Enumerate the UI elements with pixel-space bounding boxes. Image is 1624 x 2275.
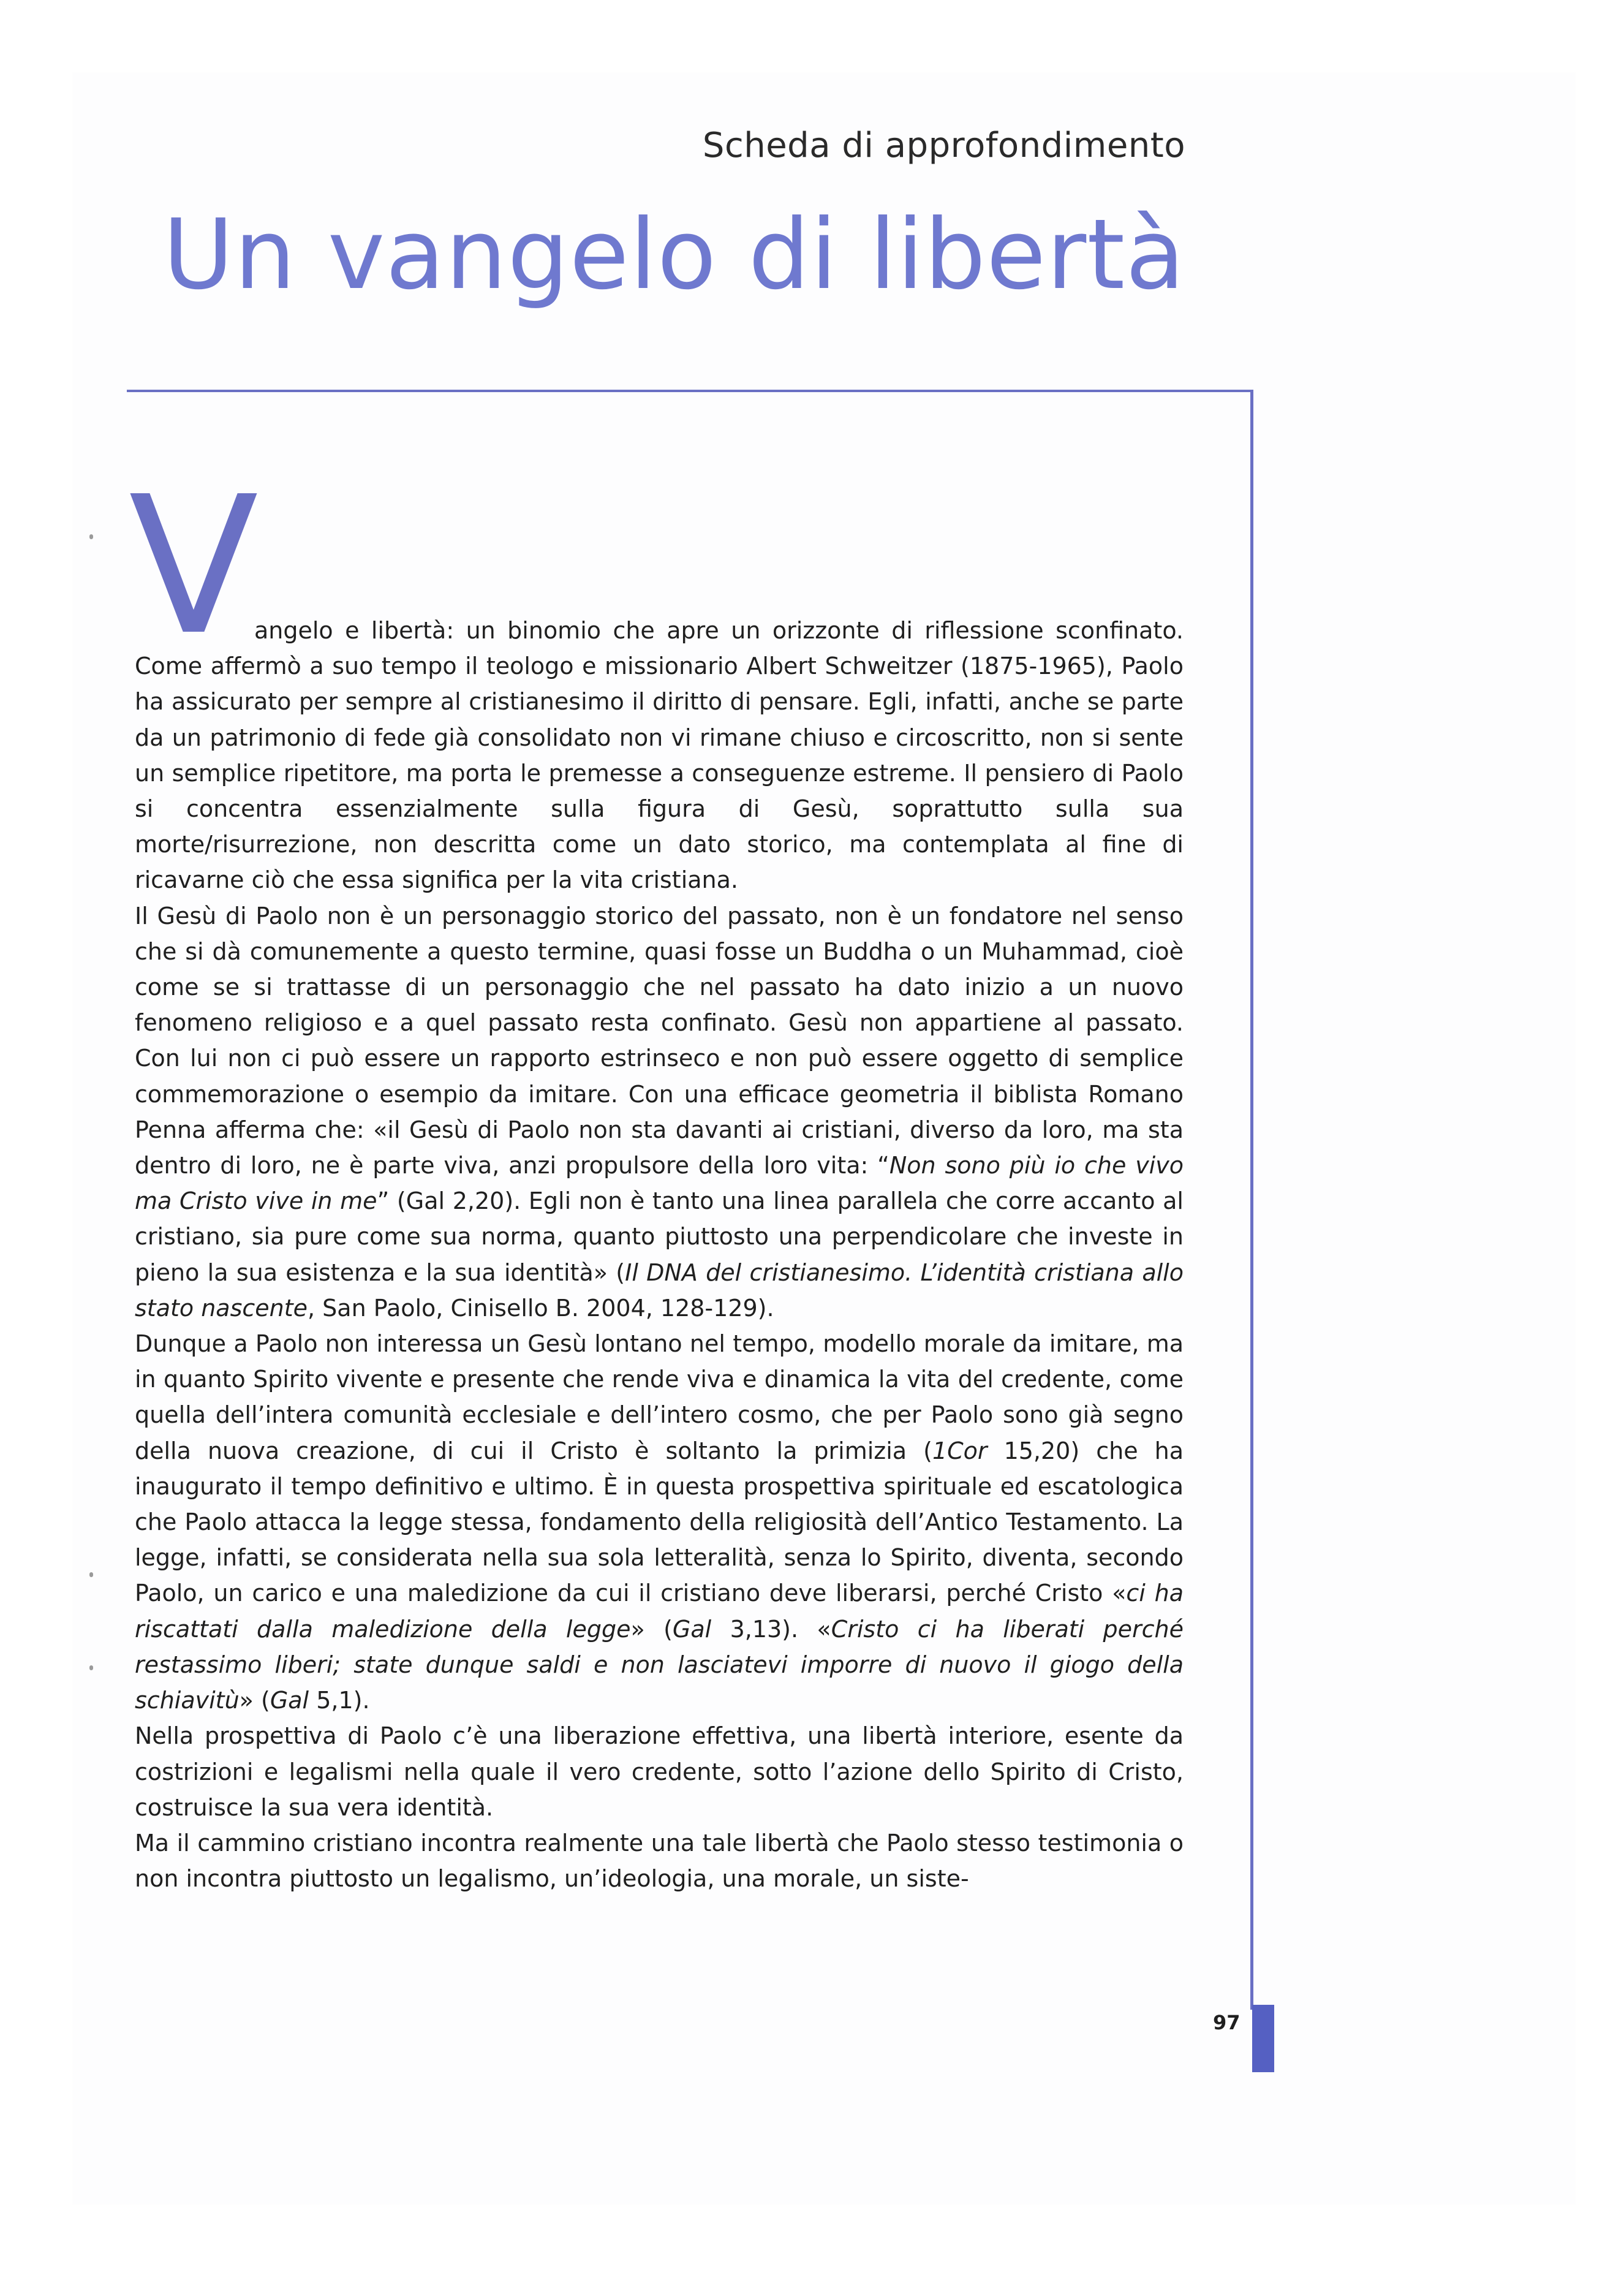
text-run: 3,13). « [711, 1615, 831, 1643]
text-run: angelo e libertà: un binomio che apre un orizzonte di riflessione sconfinato. Come affermò a suo tempo il teologo e missionario Albert Schweitzer (1875-1965), Paolo ha assicurato per sempre al cristianesimo il diritto di pensare. Egli, infatti, anche se parte da un patrimonio di fede già consolidato non vi rimane chiuso e circoscritto, non si sente un semplice ripetitore, ma porta le premesse a conseguenze estreme. Il pensiero di Paolo si concentra essenzialmente sulla figura di Gesù, soprattutto sulla sua morte/risurrezione, non descritta come un dato storico, ma contemplata al fine di ricavarne ciò che essa significa per la vita cristiana. [135, 617, 1184, 894]
text-run: 5,1). [309, 1687, 370, 1714]
text-run: ” (Gal 2,20). Egli non è tanto una linea parallela che corre accanto al cristiano, sia pure come sua norma, quanto piuttosto una perpendicolare che investe in pieno la sua esistenza e la sua identità» ( [135, 1187, 1184, 1286]
text-run: Nella prospettiva di Paolo c’è una liberazione effettiva, una libertà interiore, esente da costrizioni e legalismi nella quale il vero credente, sotto l’azione dello Spirito di Cristo, costruisce la sua vera identità. [135, 1722, 1184, 1821]
margin-dot [89, 1665, 93, 1670]
top-rule [127, 390, 1252, 392]
italic-run: Gal [270, 1687, 309, 1714]
article-paragraph [135, 1825, 1184, 1896]
text-run: » ( [239, 1687, 270, 1714]
article-paragraph [135, 898, 1184, 1326]
page-title: Un vangelo di libertà [162, 199, 1185, 311]
text-run: Dunque a Paolo non interessa un Gesù lontano nel tempo, modello morale da imitare, ma in quanto Spirito vivente e presente che rende viva e dinamica la vita del credente, come quella dell’intera comunità ecclesiale e dell’intero cosmo, che per Paolo sono già segno della nuova creazione, di cui il Cristo è soltanto la primizia ( [135, 1330, 1184, 1464]
text-run: 15,20) che ha inaugurato il tempo definitivo e ultimo. È in questa prospettiva spirituale ed escatologica che Paolo attacca la legge stessa, fondamento della religiosità dell’Antico Testamento. La legge, infatti, se considerata nella sua sola letteralità, senza lo Spirito, diventa, secondo Paolo, un carico e una maledizione da cui il cristiano deve liberarsi, perché Cristo « [135, 1437, 1184, 1607]
article-body [135, 613, 1184, 1896]
article-paragraph [135, 1718, 1184, 1825]
margin-dot [89, 1572, 93, 1577]
drop-cap: V [129, 456, 259, 677]
italic-run: ci ha riscattati dalla maledizione della legge [135, 1580, 1184, 1643]
italic-run: Non sono più io che vivo ma Cristo vive in me [135, 1152, 1184, 1215]
section-label: Scheda di approfondimento [702, 126, 1185, 165]
italic-run: 1Cor [932, 1437, 988, 1464]
italic-run: Cristo ci ha liberati perché restassimo liberi; state dunque saldi e non lasciatevi imporre di nuovo il giogo della schiavitù [135, 1615, 1184, 1714]
article-paragraph [135, 1326, 1184, 1718]
page-number: 97 [1213, 2011, 1241, 2034]
side-rule [1250, 390, 1253, 2010]
text-run: , San Paolo, Cinisello B. 2004, 128-129). [308, 1294, 774, 1322]
italic-run: Il DNA del cristianesimo. L’identità cristiana allo stato nascente [135, 1259, 1184, 1322]
page-tab-marker [1252, 2005, 1274, 2072]
margin-dot [89, 534, 93, 539]
article-paragraph [135, 613, 1184, 898]
text-run: » ( [630, 1615, 673, 1643]
text-run: Il Gesù di Paolo non è un personaggio storico del passato, non è un fondatore nel senso che si dà comunemente a questo termine, quasi fosse un Buddha o un Muhammad, cioè come se si trattasse di un personaggio che nel passato ha dato inizio a un nuovo fenomeno religioso e a quel passato resta confinato. Gesù non appartiene al passato. Con lui non ci può essere un rapporto estrinseco e non può essere oggetto di semplice commemorazione o esempio da imitare. Con una efficace geometria il biblista Romano Penna afferma che: «il Gesù di Paolo non sta davanti ai cristiani, diverso da loro, ma sta dentro di loro, ne è parte viva, anzi propulsore della loro vita: “ [135, 902, 1184, 1179]
text-run: Ma il cammino cristiano incontra realmente una tale libertà che Paolo stesso testimonia o non incontra piuttosto un legalismo, un’ideologia, una morale, un siste- [135, 1829, 1184, 1893]
italic-run: Gal [672, 1615, 712, 1643]
